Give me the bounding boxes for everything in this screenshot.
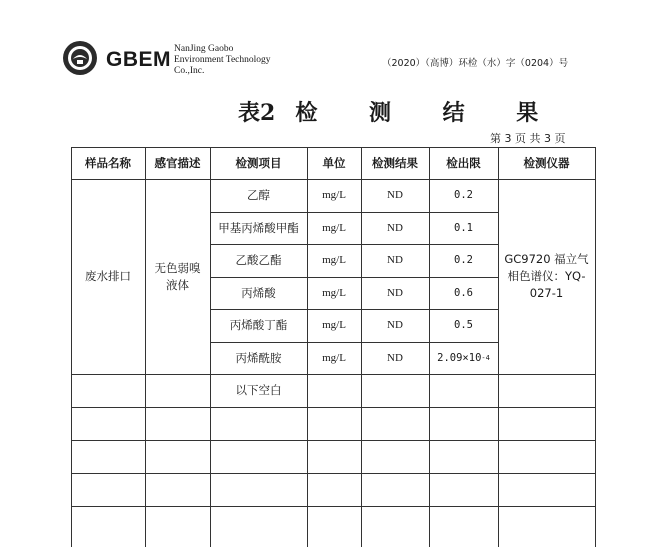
- item-cell: 丙烯酸: [241, 285, 276, 300]
- brand-name: GBEM: [106, 48, 171, 71]
- company-line-1: NanJing Gaobo: [174, 44, 234, 54]
- limit-cell: 0.2: [454, 189, 473, 201]
- limit-cell: [429, 342, 498, 374]
- result-cell: ND: [387, 221, 403, 234]
- header-instrument: 检测仪器: [523, 155, 570, 170]
- company-line-2: Environment Technology: [174, 55, 271, 65]
- table-title: 检 测 结 果: [295, 100, 561, 126]
- company-logo-icon: [62, 40, 98, 76]
- limit-cell: 0.1: [454, 221, 473, 234]
- header-sensory: 感官描述: [154, 155, 201, 170]
- item-cell: 丙烯酸丁酯: [229, 318, 288, 332]
- unit-cell: mg/L: [322, 286, 346, 299]
- document-number: （2020）（高博）环检（水）字（0204）号: [382, 58, 569, 69]
- limit-base: 2.09×10: [437, 351, 482, 364]
- unit-cell: mg/L: [322, 221, 346, 234]
- item-cell: 丙烯酰胺: [235, 350, 282, 365]
- page-info: 第 3 页 共 3 页: [490, 132, 566, 145]
- header-limit: 检出限: [446, 155, 481, 170]
- result-cell: ND: [387, 286, 403, 299]
- item-cell: 乙醇: [247, 188, 270, 202]
- limit-cell: 0.5: [454, 319, 473, 331]
- limit-exponent: -4: [481, 353, 490, 362]
- result-cell: ND: [387, 351, 403, 364]
- item-cell: 乙酸乙酯: [235, 253, 282, 267]
- result-cell: ND: [387, 319, 403, 331]
- company-name: [174, 44, 271, 77]
- item-cell: 甲基丙烯酸甲酯: [218, 220, 299, 235]
- header-item: 检测项目: [235, 155, 282, 170]
- unit-cell: mg/L: [322, 351, 346, 364]
- company-line-3: Co.,Inc.: [174, 66, 205, 76]
- limit-cell: 0.2: [454, 254, 473, 266]
- result-cell: ND: [387, 254, 403, 266]
- unit-cell: mg/L: [322, 319, 346, 331]
- sample-name-cell: 废水排口: [85, 269, 131, 283]
- header-sample-name: 样品名称: [85, 155, 131, 170]
- sensory-cell: 无色弱嗅液体: [154, 260, 201, 292]
- unit-cell: mg/L: [322, 189, 346, 201]
- page-title: [238, 96, 560, 127]
- unit-cell: mg/L: [322, 254, 346, 266]
- limit-cell: 0.6: [454, 286, 473, 299]
- instrument-cell: GC9720 福立气相色谱仪：YQ-027-1: [504, 252, 589, 300]
- blank-note: 以下空白: [235, 383, 282, 397]
- results-table: [71, 147, 596, 547]
- header-unit: 单位: [322, 155, 346, 170]
- result-cell: ND: [387, 189, 403, 201]
- table-label: 表2: [238, 100, 276, 126]
- header-result: 检测结果: [372, 155, 418, 170]
